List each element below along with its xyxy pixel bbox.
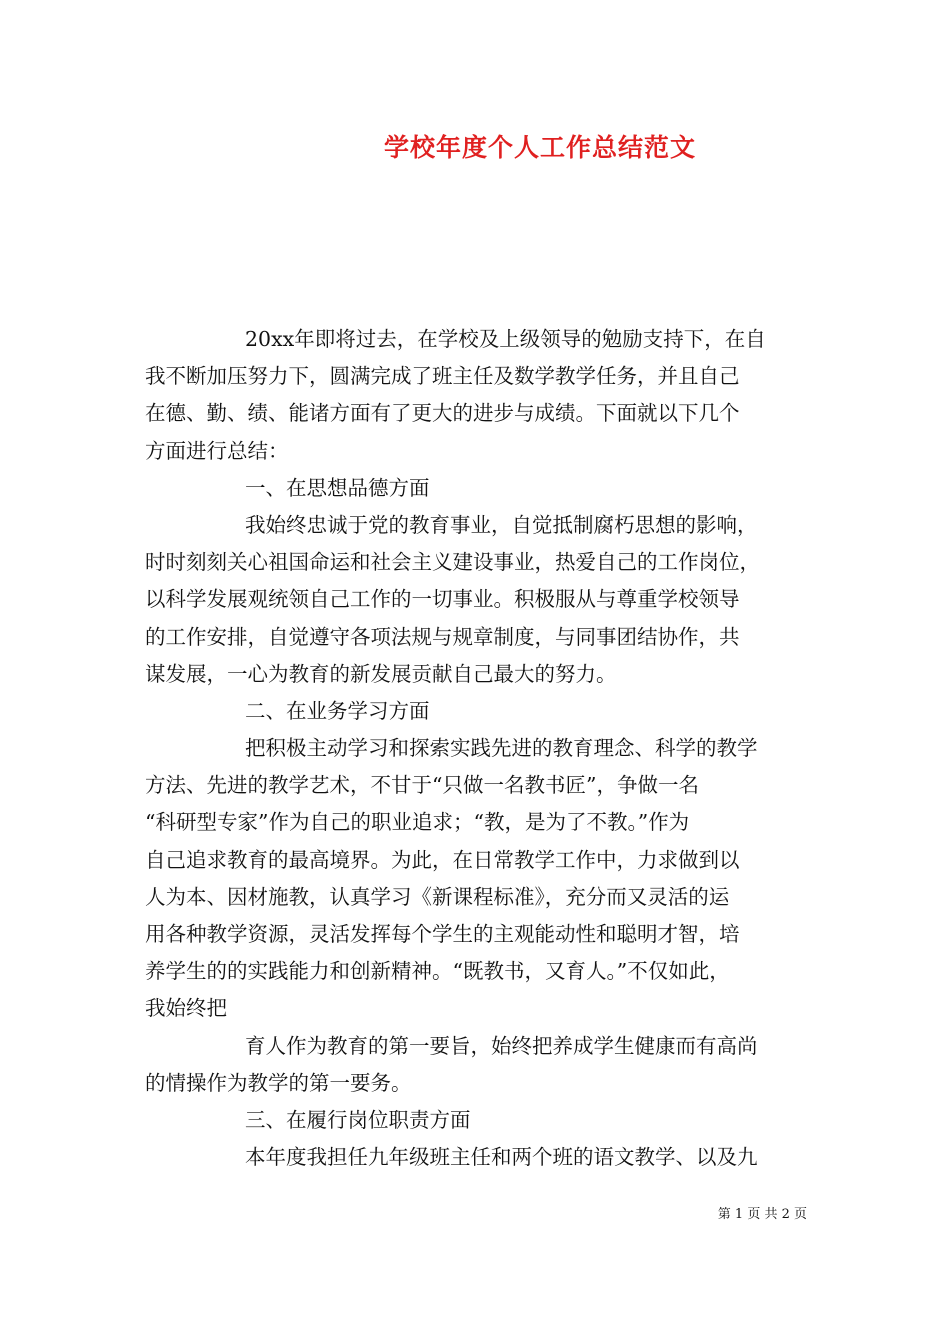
paragraph-line: 谋发展，一心为教育的新发展贡献自己最大的努力。 [145,661,617,686]
paragraph-line: 方法、先进的教学艺术，不甘于“只做一名教书匠”，争做一名 [145,773,699,798]
paragraph-line: 人为本、因材施教，认真学习《新课程标准》，充分而又灵活的运 [145,884,730,909]
paragraph-line: 以科学发展观统领自己工作的一切事业。积极服从与尊重学校领导 [145,587,740,612]
paragraph-line: 用各种教学资源，灵活发挥每个学生的主观能动性和聪明才智，培 [145,922,740,946]
page-number-footer: 第 1 页 共 2 页 [717,1207,807,1222]
section-heading: 三、在履行岗位职责方面 [245,1107,471,1132]
document-title: 学校年度个人工作总结范文 [383,133,696,162]
paragraph-line: “科研型专家”作为自己的职业追求；“教，是为了不教。”作为 [145,810,690,835]
paragraph-line: 我不断加压努力下，圆满完成了班主任及数学教学任务，并且自己 [145,364,740,389]
paragraph-line: 在德、勤、绩、能诸方面有了更大的进步与成绩。下面就以下几个 [145,401,740,426]
paragraph-line: 我始终忠诚于党的教育事业，自觉抵制腐朽思想的影响， [245,512,758,537]
paragraph-line: 时时刻刻关心祖国命运和社会主义建设事业，热爱自己的工作岗位， [145,550,760,575]
paragraph-line: 我始终把 [145,996,227,1021]
paragraph-line: 养学生的的实践能力和创新精神。“既教书，又育人。”不仅如此， [145,959,730,984]
paragraph-line: 的工作安排，自觉遵守各项法规与规章制度，与同事团结协作，共 [145,624,740,649]
paragraph-line: 把积极主动学习和探索实践先进的教育理念、科学的教学 [245,736,758,761]
paragraph-line: 育人作为教育的第一要旨，始终把养成学生健康而有高尚 [245,1033,758,1058]
paragraph-line: 的情操作为教学的第一要务。 [145,1070,412,1095]
section-heading: 二、在业务学习方面 [245,698,430,723]
paragraph-line: 方面进行总结： [145,438,289,463]
paragraph-line: 20xx年即将过去，在学校及上级领导的勉励支持下，在自 [245,327,766,351]
paragraph-line: 自己追求教育的最高境界。为此，在日常教学工作中，力求做到以 [145,847,740,872]
paragraph-line: 本年度我担任九年级班主任和两个班的语文教学、以及九 [245,1145,758,1170]
section-heading: 一、在思想品德方面 [245,475,430,500]
document-body [145,321,805,1176]
